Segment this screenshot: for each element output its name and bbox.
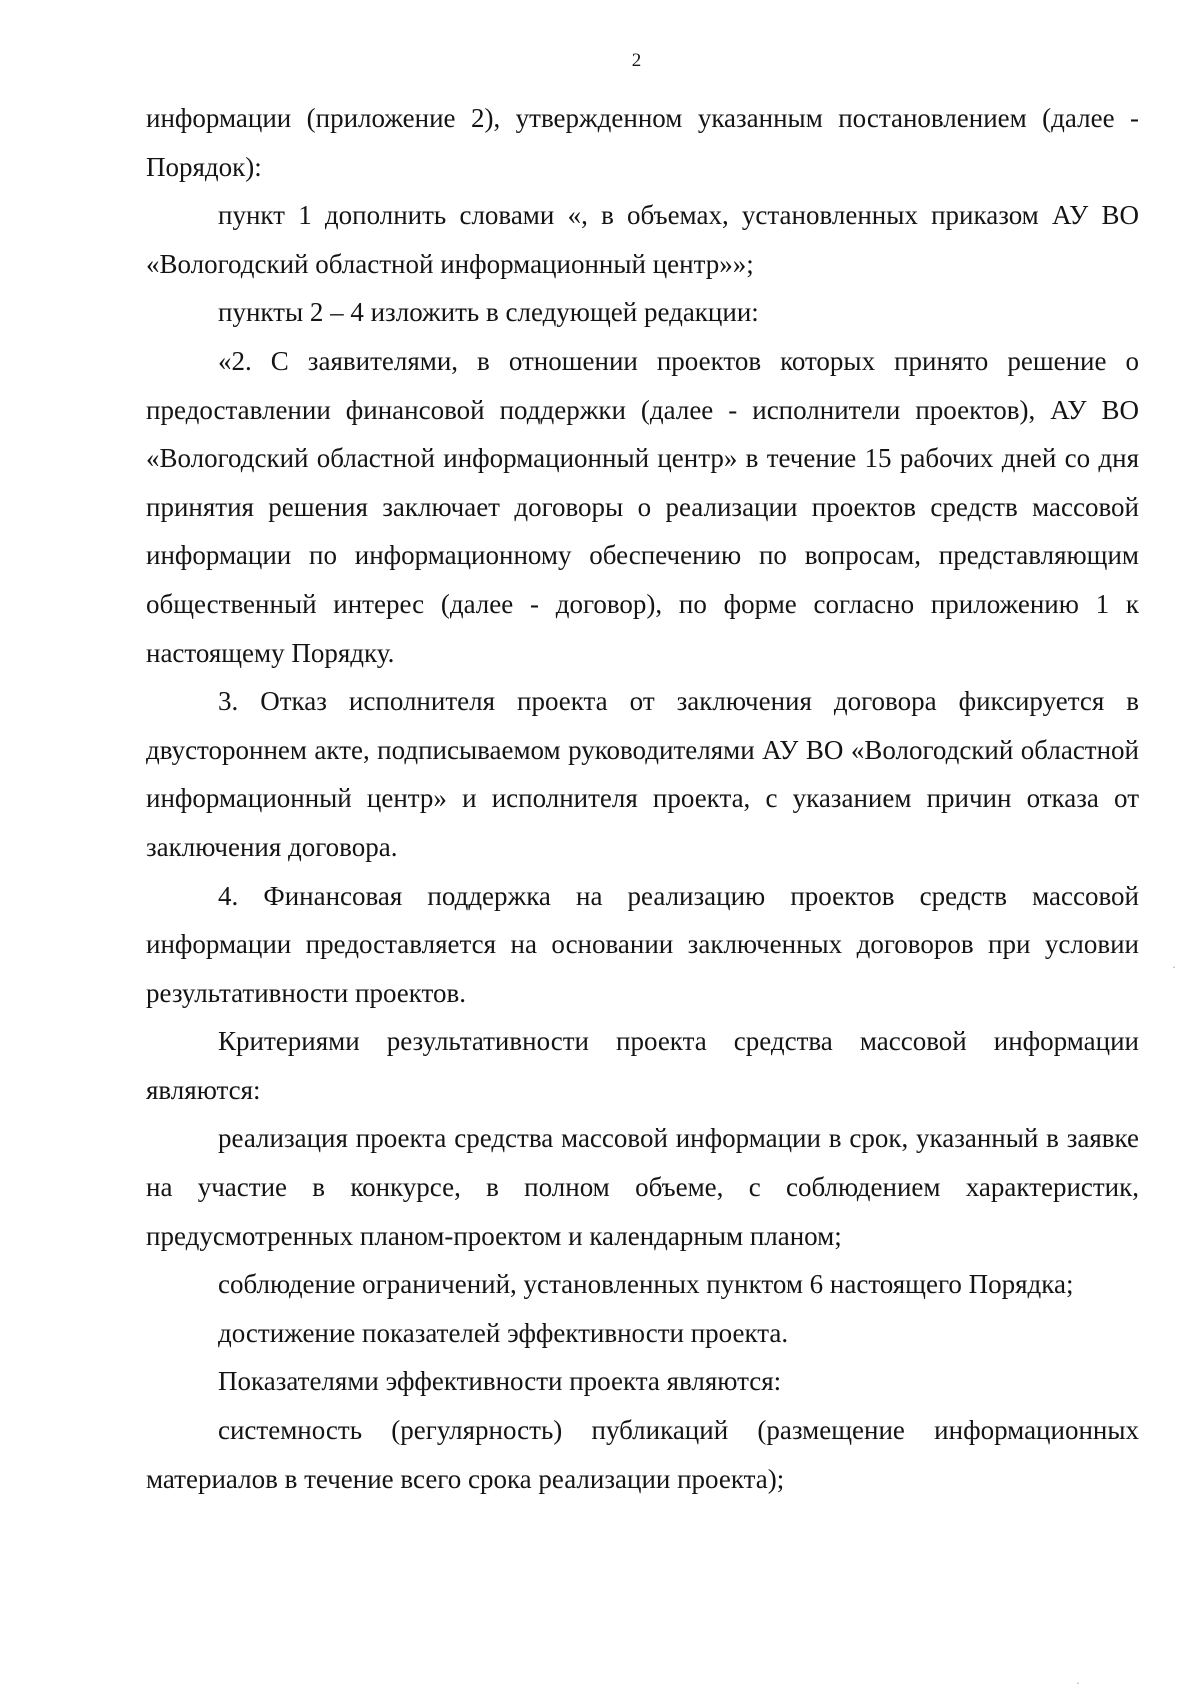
paragraph-3: пункты 2 – 4 изложить в следующей редакции:	[218, 297, 759, 328]
paragraph-5: 3. Отказ исполнителя проекта от заключения договора фиксируется в двустороннем акте, подписываемом руководителями АУ ВО «Вологодский областной информационный центр» и исполнителя проекта, с указанием причин отказа от заключения договора.	[146, 686, 1139, 862]
scan-mark: ·	[1172, 960, 1176, 974]
page-number: 2	[631, 50, 642, 71]
paragraph-8: реализация проекта средства массовой информации в срок, указанный в заявке на участие в конкурсе, в полном объеме, с соблюдением характеристик, предусмотренных планом-проектом и календарным планом;	[146, 1123, 1139, 1251]
paragraph-6: 4. Финансовая поддержка на реализацию проектов средств массовой информации предоставляется на основании заключенных договоров при условии результативности проектов.	[146, 880, 1139, 1008]
paragraph-11: Показателями эффективности проекта являются:	[218, 1366, 782, 1397]
paragraph-2: пункт 1 дополнить словами «, в объемах, установленных приказом АУ ВО «Вологодский областной информационный центр»»;	[146, 200, 1139, 279]
paragraph-10: достижение показателей эффективности проекта.	[218, 1317, 789, 1348]
paragraph-9: соблюдение ограничений, установленных пунктом 6 настоящего Порядка;	[218, 1269, 1074, 1300]
document-body	[146, 94, 1139, 1503]
scan-mark: ·	[1076, 1676, 1080, 1690]
paragraph-7: Критериями результативности проекта средства массовой информации являются:	[146, 1026, 1139, 1105]
paragraph-4: «2. С заявителями, в отношении проектов которых принято решение о предоставлении финансовой поддержки (далее - исполнители проектов), АУ ВО «Вологодский областной информационный центр» в течение 15 рабочих дней со дня принятия решения заключает договоры о реализации проектов средств массовой информации по информационному обеспечению по вопросам, представляющим общественный интерес (далее - договор), по форме согласно приложению 1 к настоящему Порядку.	[146, 345, 1139, 668]
paragraph-1: информации (приложение 2), утвержденном указанным постановлением (далее - Порядок):	[146, 103, 1139, 182]
paragraph-12: системность (регулярность) публикаций (размещение информационных материалов в течение всего срока реализации проекта);	[146, 1415, 1139, 1494]
